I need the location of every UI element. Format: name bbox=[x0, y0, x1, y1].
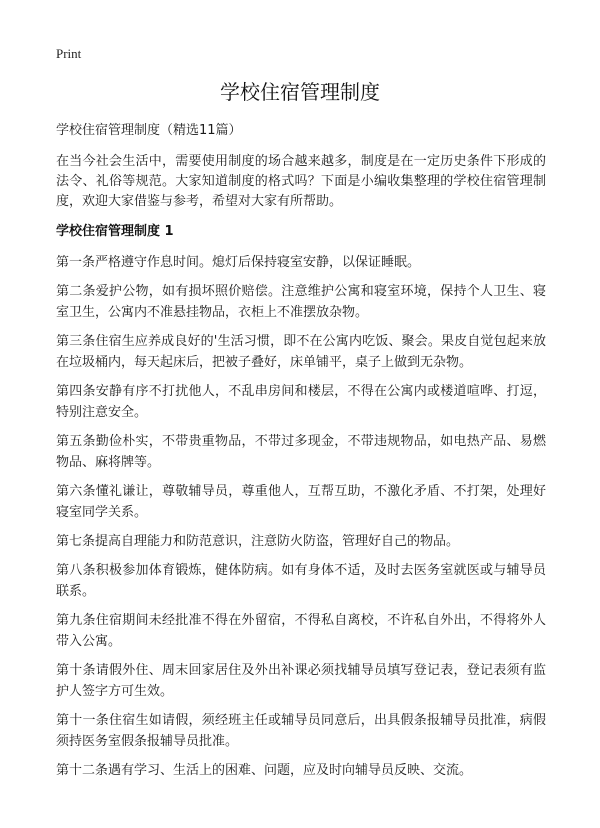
article-2: 第二条爱护公物，如有损坏照价赔偿。注意维护公寓和寝室环境，保持个人卫生、寝室卫生，公寓内不准悬挂物品，衣柜上不准摆放杂物。 bbox=[56, 284, 546, 320]
article-6: 第六条懂礼谦让，尊敬辅导员，尊重他人，互帮互助，不激化矛盾、不打架，处理好寝室同学关系。 bbox=[56, 484, 546, 520]
document-title: 学校住宿管理制度 bbox=[220, 80, 380, 104]
section-heading: 学校住宿管理制度 1 bbox=[56, 224, 174, 239]
article-10: 第十条请假外住、周末回家居住及外出补课必须找辅导员填写登记表，登记表须有监护人签字方可生效。 bbox=[56, 663, 546, 699]
article-7: 第七条提高自理能力和防范意识，注意防火防盗，管理好自己的物品。 bbox=[56, 534, 460, 549]
document-body bbox=[56, 122, 546, 789]
article-3: 第三条住宿生应养成良好的'生活习惯，即不在公寓内吃饭、聚会。果皮自觉包起来放在垃圾桶内，每天起床后，把被子叠好，床单铺平，桌子上做到无杂物。 bbox=[56, 334, 546, 370]
article-4: 第四条安静有序不打扰他人，不乱串房间和楼层，不得在公寓内或楼道喧哗、打逗，特别注意安全。 bbox=[56, 384, 546, 420]
article-5: 第五条勤俭朴实，不带贵重物品，不带过多现金，不带违规物品，如电热产品、易燃物品、麻将牌等。 bbox=[56, 434, 546, 470]
intro-paragraph: 在当今社会生活中，需要使用制度的场合越来越多，制度是在一定历史条件下形成的法令、礼俗等规范。大家知道制度的格式吗？下面是小编收集整理的学校住宿管理制度，欢迎大家借鉴与参考，希望对大家有所帮助。 bbox=[56, 154, 546, 209]
article-9: 第九条住宿期间未经批准不得在外留宿，不得私自离校，不许私自外出，不得将外人带入公寓。 bbox=[56, 613, 546, 649]
article-8: 第八条积极参加体育锻炼，健体防病。如有身体不适，及时去医务室就医或与辅导员联系。 bbox=[56, 563, 546, 599]
article-12: 第十二条遇有学习、生活上的困难、问题，应及时向辅导员反映、交流。 bbox=[56, 763, 473, 778]
document-subtitle: 学校住宿管理制度（精选11篇） bbox=[56, 123, 242, 138]
article-1: 第一条严格遵守作息时间。熄灯后保持寝室安静，以保证睡眠。 bbox=[56, 255, 421, 270]
article-11: 第十一条住宿生如请假，须经班主任或辅导员同意后，出具假条报辅导员批准，病假须持医务室假条报辅导员批准。 bbox=[56, 713, 546, 749]
print-link[interactable]: Print bbox=[56, 46, 82, 61]
